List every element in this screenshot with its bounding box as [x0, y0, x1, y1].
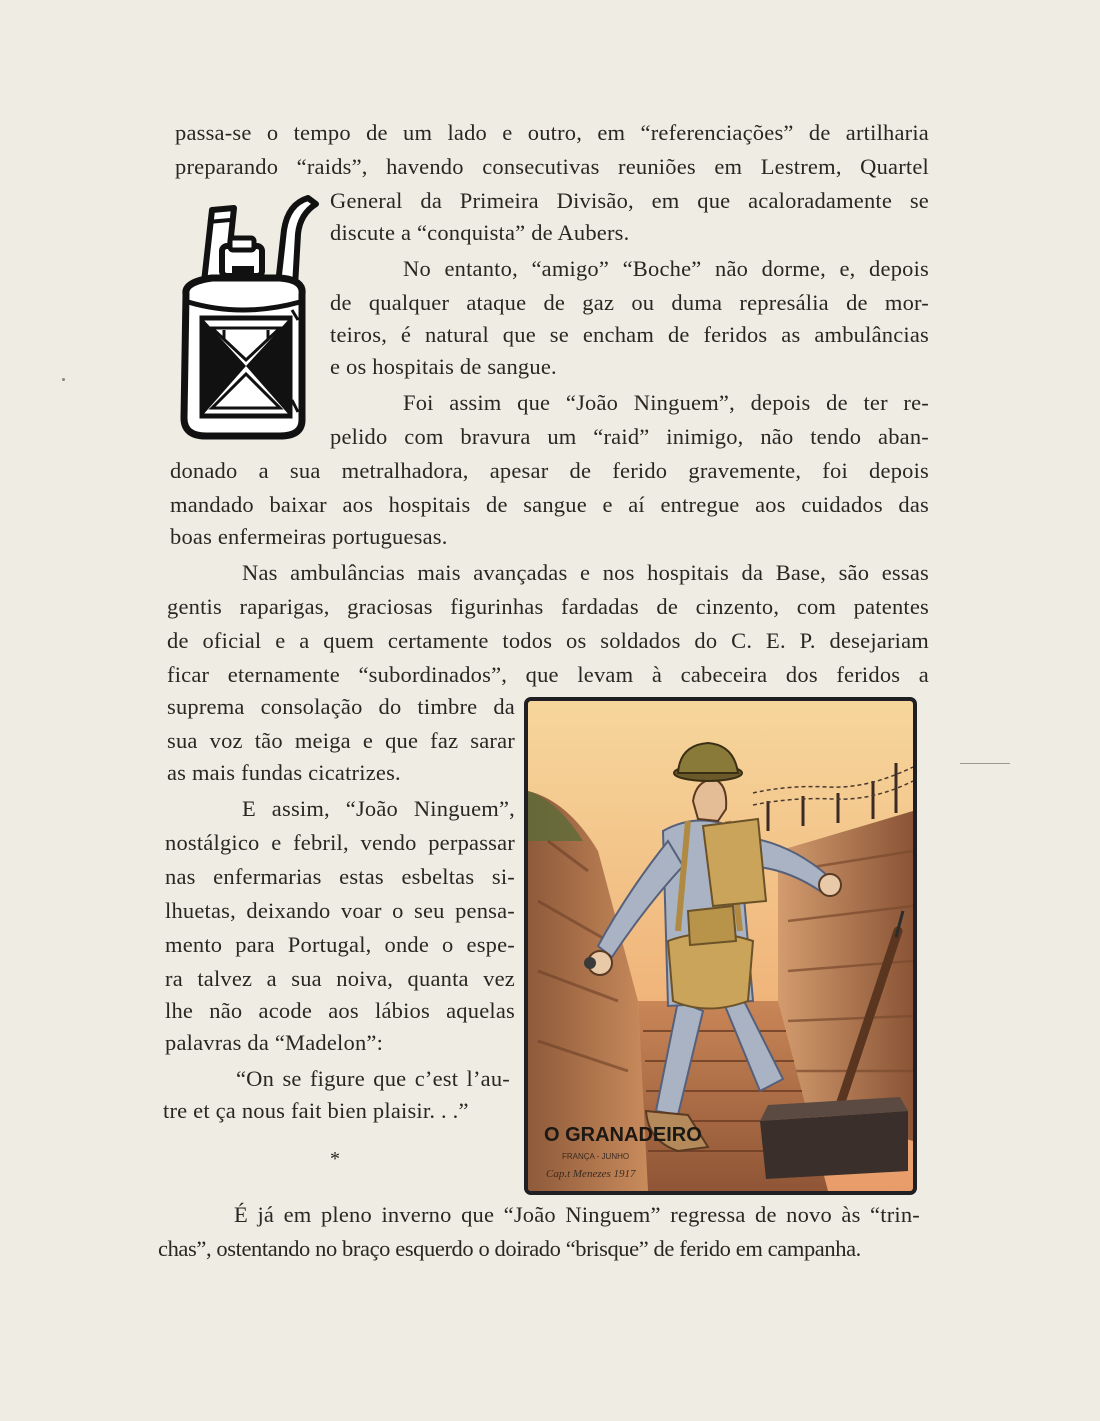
text-line: donado a sua metralhadora, apesar de ferido gravemente, foi depois — [170, 458, 929, 483]
illustration-signature: Cap.t Menezes 1917 — [546, 1168, 636, 1180]
text-line: palavras da “Madelon”: — [165, 1030, 384, 1055]
text-line: sua voz tão meiga e que faz sarar — [167, 728, 515, 753]
text-line: ficar eternamente “subordinados”, que levam à cabeceira dos feridos a — [167, 662, 929, 687]
text-line: gentis raparigas, graciosas figurinhas fardadas de cinzento, com patentes — [167, 594, 929, 619]
text-line: de qualquer ataque de gaz ou duma represália de mor- — [330, 290, 929, 315]
quote-line: “On se figure que c’est l’au- — [236, 1066, 510, 1091]
text-line: preparando “raids”, havendo consecutivas reuniões em Lestrem, Quartel — [175, 154, 929, 179]
text-line: mento para Portugal, onde o espe- — [165, 932, 515, 957]
text-line: E assim, “João Ninguem”, — [242, 796, 515, 821]
text-line: No entanto, “amigo” “Boche” não dorme, e, depois — [403, 256, 929, 281]
text-line: passa-se o tempo de um lado e outro, em “referenciações” de artilharia — [175, 120, 929, 145]
margin-mark — [960, 763, 1010, 764]
granadeiro-illustration — [524, 697, 917, 1195]
text-line: chas”, ostentando no braço esquerdo o doirado “brisque” de ferido em campanha. — [158, 1236, 861, 1261]
text-line: Foi assim que “João Ninguem”, depois de ter re- — [403, 390, 929, 415]
text-line: É já em pleno inverno que “João Ninguem” regressa de novo às “trin- — [234, 1202, 920, 1227]
text-line: lhe não acode aos lábios aquelas — [165, 998, 515, 1023]
illustration-caption: O GRANADEIRO — [544, 1124, 702, 1146]
illustration-place: FRANÇA - JUNHO — [562, 1152, 630, 1161]
text-line: as mais fundas cicatrizes. — [167, 760, 401, 785]
text-line: boas enfermeiras portuguesas. — [170, 524, 448, 549]
text-line: teiros, é natural que se encham de feridos as ambulâncias — [330, 322, 929, 347]
text-line: ra talvez a sua noiva, quanta vez — [165, 966, 515, 991]
text-line: lhuetas, deixando voar o seu pensa- — [165, 898, 515, 923]
section-separator: * — [330, 1148, 340, 1170]
paper-speck — [62, 378, 65, 381]
text-line: nostálgico e febril, vendo perpassar — [165, 830, 515, 855]
text-line: General da Primeira Divisão, em que acaloradamente se — [330, 188, 929, 213]
text-line: nas enfermarias estas esbeltas si- — [165, 864, 515, 889]
text-line: pelido com bravura um “raid” inimigo, não tendo aban- — [330, 424, 929, 449]
canister-illustration — [172, 190, 320, 442]
text-line: mandado baixar aos hospitais de sangue e aí entregue aos cuidados das — [170, 492, 929, 517]
text-line: suprema consolação do timbre da — [167, 694, 515, 719]
text-line: discute a “conquista” de Aubers. — [330, 220, 630, 245]
text-line: Nas ambulâncias mais avançadas e nos hospitais da Base, são essas — [242, 560, 929, 585]
text-line: de oficial e a quem certamente todos os soldados do C. E. P. desejariam — [167, 628, 929, 653]
quote-line: tre et ça nous fait bien plaisir. . .” — [163, 1098, 469, 1123]
text-line: e os hospitais de sangue. — [330, 354, 557, 379]
